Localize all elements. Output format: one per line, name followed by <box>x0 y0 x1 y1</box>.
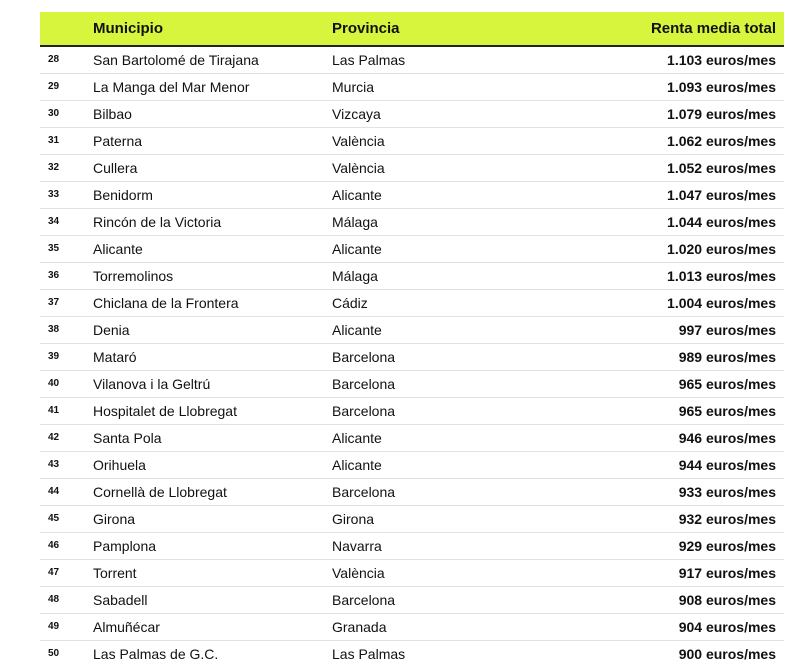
table-row <box>40 613 784 640</box>
table-body <box>40 46 784 667</box>
table-row <box>40 316 784 343</box>
rank-cell: 47 <box>48 567 60 578</box>
rank-cell: 29 <box>48 81 60 92</box>
table-row <box>40 235 784 262</box>
renta-cell: 965 euros/mes <box>678 375 776 392</box>
table-row <box>40 478 784 505</box>
rank-cell: 42 <box>48 432 60 443</box>
renta-cell: 997 euros/mes <box>678 321 776 338</box>
municipio-cell: Denia <box>93 321 130 338</box>
renta-table-container <box>40 12 784 667</box>
renta-cell: 929 euros/mes <box>678 537 776 554</box>
rank-cell: 39 <box>48 351 60 362</box>
provincia-cell: Barcelona <box>332 483 396 500</box>
renta-cell: 1.004 euros/mes <box>667 294 776 311</box>
provincia-cell: Barcelona <box>332 402 396 419</box>
provincia-cell: Barcelona <box>332 348 396 365</box>
table-row <box>40 289 784 316</box>
municipio-cell: San Bartolomé de Tirajana <box>93 51 259 68</box>
municipio-cell: Mataró <box>93 348 137 365</box>
header-provincia: Provincia <box>332 12 532 46</box>
municipio-cell: Sabadell <box>93 591 148 608</box>
rank-cell: 43 <box>48 459 60 470</box>
table-row <box>40 181 784 208</box>
provincia-cell: Barcelona <box>332 375 396 392</box>
provincia-cell: Alicante <box>332 240 382 257</box>
rank-cell: 38 <box>48 324 60 335</box>
renta-cell: 944 euros/mes <box>678 456 776 473</box>
table-row <box>40 127 784 154</box>
renta-cell: 932 euros/mes <box>678 510 776 527</box>
provincia-cell: Granada <box>332 618 387 635</box>
renta-cell: 904 euros/mes <box>678 618 776 635</box>
renta-table <box>40 12 784 667</box>
renta-cell: 1.044 euros/mes <box>667 213 776 230</box>
municipio-cell: Torremolinos <box>93 267 174 284</box>
table-row <box>40 532 784 559</box>
rank-cell: 32 <box>48 162 60 173</box>
rank-cell: 48 <box>48 594 60 605</box>
table-row <box>40 451 784 478</box>
header-municipio: Municipio <box>93 12 332 46</box>
table-row <box>40 154 784 181</box>
provincia-cell: Alicante <box>332 456 382 473</box>
rank-cell: 34 <box>48 216 60 227</box>
provincia-cell: Las Palmas <box>332 645 406 662</box>
rank-cell: 36 <box>48 270 60 281</box>
provincia-cell: Alicante <box>332 321 382 338</box>
provincia-cell: València <box>332 132 385 149</box>
provincia-cell: Girona <box>332 510 375 527</box>
provincia-cell: Cádiz <box>332 294 368 311</box>
renta-cell: 1.020 euros/mes <box>667 240 776 257</box>
table-row <box>40 46 784 73</box>
renta-cell: 1.052 euros/mes <box>667 159 776 176</box>
municipio-cell: Torrent <box>93 564 137 581</box>
provincia-cell: Málaga <box>332 213 378 230</box>
renta-cell: 1.047 euros/mes <box>667 186 776 203</box>
municipio-cell: Alicante <box>93 240 143 257</box>
municipio-cell: Hospitalet de Llobregat <box>93 402 237 419</box>
header-renta: Renta media total <box>532 12 784 46</box>
rank-cell: 30 <box>48 108 60 119</box>
header-rank <box>40 12 93 46</box>
table-header <box>40 12 784 46</box>
municipio-cell: Chiclana de la Frontera <box>93 294 239 311</box>
provincia-cell: Alicante <box>332 429 382 446</box>
renta-cell: 908 euros/mes <box>678 591 776 608</box>
municipio-cell: Orihuela <box>93 456 146 473</box>
provincia-cell: Vizcaya <box>332 105 381 122</box>
renta-cell: 917 euros/mes <box>678 564 776 581</box>
table-row <box>40 397 784 424</box>
rank-cell: 41 <box>48 405 60 416</box>
municipio-cell: La Manga del Mar Menor <box>93 78 250 95</box>
table-row <box>40 505 784 532</box>
table-row <box>40 208 784 235</box>
rank-cell: 35 <box>48 243 60 254</box>
municipio-cell: Almuñécar <box>93 618 160 635</box>
renta-cell: 1.079 euros/mes <box>667 105 776 122</box>
rank-cell: 28 <box>48 54 60 66</box>
table-row <box>40 640 784 667</box>
table-row <box>40 586 784 613</box>
provincia-cell: València <box>332 159 385 176</box>
rank-cell: 33 <box>48 189 60 200</box>
table-row <box>40 100 784 127</box>
municipio-cell: Rincón de la Victoria <box>93 213 222 230</box>
table-row <box>40 343 784 370</box>
rank-cell: 50 <box>48 648 60 660</box>
municipio-cell: Pamplona <box>93 537 157 554</box>
renta-cell: 1.062 euros/mes <box>667 132 776 149</box>
renta-cell: 946 euros/mes <box>678 429 776 446</box>
rank-cell: 46 <box>48 540 60 551</box>
rank-cell: 45 <box>48 513 60 524</box>
municipio-cell: Vilanova i la Geltrú <box>93 375 211 392</box>
rank-cell: 40 <box>48 378 60 389</box>
municipio-cell: Cornellà de Llobregat <box>93 483 227 500</box>
table-header-row <box>40 12 784 46</box>
municipio-cell: Paterna <box>93 132 143 149</box>
provincia-cell: Alicante <box>332 186 382 203</box>
municipio-cell: Benidorm <box>93 186 153 203</box>
rank-cell: 44 <box>48 486 60 497</box>
provincia-cell: Málaga <box>332 267 378 284</box>
renta-cell: 933 euros/mes <box>678 483 776 500</box>
provincia-cell: Barcelona <box>332 591 396 608</box>
renta-cell: 1.013 euros/mes <box>667 267 776 284</box>
table-row <box>40 262 784 289</box>
table-row <box>40 370 784 397</box>
table-row <box>40 424 784 451</box>
renta-cell: 900 euros/mes <box>678 645 776 662</box>
rank-cell: 49 <box>48 621 60 632</box>
municipio-cell: Cullera <box>93 159 138 176</box>
municipio-cell: Bilbao <box>93 105 132 122</box>
table-row <box>40 559 784 586</box>
rank-cell: 31 <box>48 135 60 146</box>
rank-cell: 37 <box>48 297 60 308</box>
municipio-cell: Las Palmas de G.C. <box>93 645 219 662</box>
renta-cell: 965 euros/mes <box>678 402 776 419</box>
provincia-cell: Navarra <box>332 537 382 554</box>
municipio-cell: Girona <box>93 510 136 527</box>
renta-cell: 1.093 euros/mes <box>667 78 776 95</box>
renta-cell: 989 euros/mes <box>678 348 776 365</box>
provincia-cell: Las Palmas <box>332 51 406 68</box>
renta-cell: 1.103 euros/mes <box>667 51 776 68</box>
provincia-cell: València <box>332 564 385 581</box>
table-row <box>40 73 784 100</box>
municipio-cell: Santa Pola <box>93 429 162 446</box>
provincia-cell: Murcia <box>332 78 375 95</box>
